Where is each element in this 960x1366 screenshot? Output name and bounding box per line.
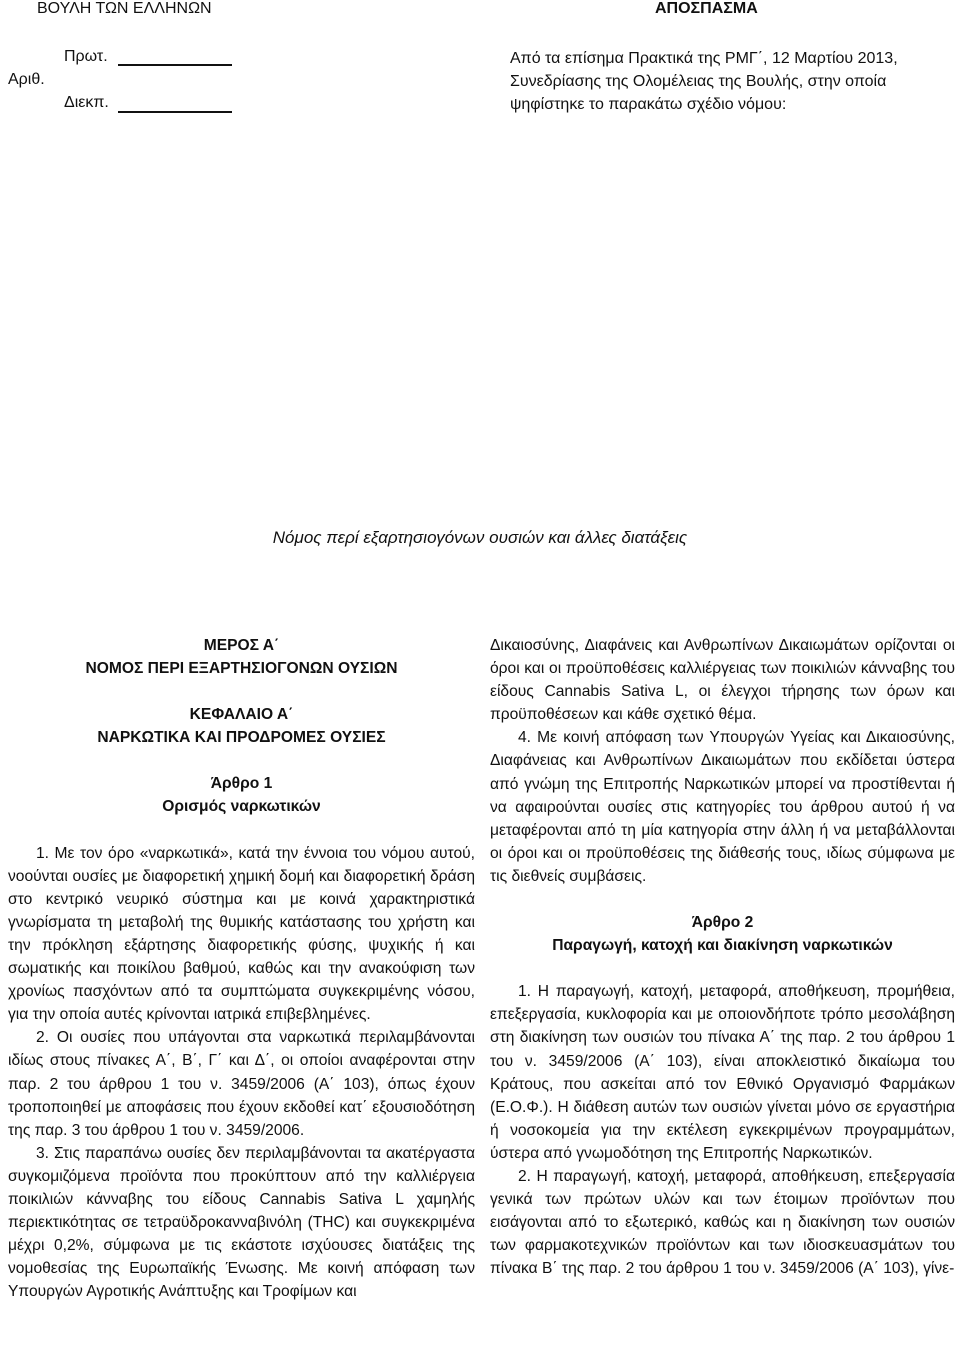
article-title: Ορισμός ναρκωτικών: [162, 798, 321, 816]
arith-label: Αριθ.: [8, 71, 45, 88]
paragraph: 1. Η παραγωγή, κατοχή, μεταφορά, αποθήκευση, προμήθεια, επεξεργασία, κυκλοφορία και με οποιονδήποτε τρόπο μεσολάβηση στη διακίνηση των ουσιών του πίνακα Α΄ της παρ. 2 του άρθρου 1 του ν. 3459/2006 (Α΄ 103), είναι αποκλειστικό δικαίωμα του Κράτους, που ασκείται από τον Εθνικό Οργανισμό Φαρμάκων (Ε.Ο.Φ.). Η διάθεση αυτών των ουσιών γίνεται μόνο σε εργαστήρια ή νοσοκομεία για την εκτέλεση εγκεκριμένων προγραμμάτων, ύστερα από γνωμοδότηση της Επιτροπής Ναρκωτικών.: [490, 983, 955, 1162]
paragraph: 3. Στις παραπάνω ουσίες δεν περιλαμβάνονται τα ακατέργαστα συγκομιζόμενα προϊόντα που προκύπτουν από την καλλιέργεια ποικιλιών κάνναβης του είδους Cannabis Sativa L χαμηλής περιεκτικότητας σε τετραϋδροκανναβινόλη (THC) και συγκεκριμένα μέχρι 0,2%, σύμφωνα με τις εκάστοτε ισχύουσες διατάξεις της νομοθεσίας της Ευρωπαϊκής Ένωσης. Με κοινή απόφαση των Υπουργών Αγροτικής Ανάπτυξης και Τροφίμων και: [8, 1144, 475, 1301]
paragraph: 2. Οι ουσίες που υπάγονται στα ναρκωτικά περιλαμβάνονται ιδίως στους πίνακες Α΄, Β΄, Γ΄ και Δ΄, οι οποίοι αναφέρονται στην παρ. 2 του άρθρου 1 του ν. 3459/2006 (Α΄ 103), όπως έχουν τροποποιηθεί με αποφάσεις που έχουν εκδοθεί κατ΄ εξουσιοδότηση της παρ. 3 του άρθρου 1 του ν. 3459/2006.: [8, 1029, 475, 1139]
left-column: [8, 634, 475, 1303]
article-heading: Άρθρο 1: [210, 775, 273, 793]
paragraph: Δικαιοσύνης, Διαφάνεις και Ανθρωπίνων Δικαιωμάτων ορίζονται οι όροι και οι προϋποθέσεις καλλιέργειας των ποικιλιών κάνναβης του είδους Cannabis Sativa L, οι έλεγχοι τήρησης των όρων και προϋποθέσεων και κάθε σχετικό θέμα.: [490, 637, 955, 724]
paragraph: 2. Η παραγωγή, κατοχή, μεταφορά, αποθήκευση, επεξεργασία γενικά των πρώτων υλών και των έτοιμων προϊόντων που εισάγονται από το εξωτερικό, καθώς και η διακίνηση των ουσιών των φαρμακοτεχνικών προϊόντων και των ιδιοσκευασμάτων του πίνακα Β΄ της παρ. 2 του άρθρου 1 του ν. 3459/2006 (Α΄ 103), γίνε-: [490, 1167, 955, 1278]
prot-label: Πρωτ.: [64, 48, 108, 65]
diekp-blank-line: [118, 111, 232, 113]
paragraph: 1. Με τον όρο «ναρκωτικά», κατά την έννοια του νόμου αυτού, νοούνται ουσίες με διαφορετική χημική δομή και διαφορετική δράση στο κεντρικό νευρικό σύστημα και με κοινά χαρακτηριστικά γνωρίσματα τη μεταβολή της θυμικής κατάστασης του χρήστη και την πρόκληση εξάρτησης διαφορετικής φύσης, ψυχικής ή και σωματικής και ποικίλου βαθμού, καθώς και την ανακούφιση των χρονίως πασχόντων από τα συμπτώματα συγκεκριμένης νόσου, για την οποία αυτές κρίνονται ιατρικά επιβεβλημένες.: [8, 844, 475, 1024]
intro-line: Από τα επίσημα Πρακτικά της ΡΜΓ΄, 12 Μαρτίου 2013,: [510, 50, 898, 67]
organization-name: ΒΟΥΛΗ ΤΩΝ ΕΛΛΗΝΩΝ: [37, 0, 212, 17]
right-column: [490, 634, 955, 1280]
diekp-label: Διεκπ.: [64, 94, 109, 111]
part-heading: ΜΕΡΟΣ Α΄: [203, 637, 280, 654]
paragraph: 4. Με κοινή απόφαση των Υπουργών Υγείας και Δικαιοσύνης, Διαφάνειας και Ανθρωπίνων Δικαιωμάτων που εκδίδεται ύστερα από γνώμη της Επιτροπής Ναρκωτικών μπορεί να προστίθενται ή να αφαιρούνται ουσίες στις κατηγορίες του άρθρου αυτού ή να μεταφέρονται από τη μία κατηγορία στην άλλη ή να μεταβάλλονται οι όροι και οι προϋποθέσεις της διάθεσής τους, ιδίως σύμφωνα με τις διεθνείς συμβάσεις.: [490, 729, 955, 885]
prot-blank-line: [118, 64, 232, 66]
chapter-title: ΝΑΡΚΩΤΙΚΑ ΚΑΙ ΠΡΟΔΡΟΜΕΣ ΟΥΣΙΕΣ: [97, 729, 386, 747]
part-title: ΝΟΜΟΣ ΠΕΡΙ ΕΞΑΡΤΗΣΙΟΓΟΝΩΝ ΟΥΣΙΩΝ: [85, 660, 398, 678]
intro-line: ψηφίστηκε το παρακάτω σχέδιο νόμου:: [510, 96, 787, 113]
law-title: Νόμος περί εξαρτησιογόνων ουσιών και άλλες διατάξεις: [272, 528, 688, 547]
document-type: ΑΠΟΣΠΑΣΜΑ: [655, 0, 758, 17]
intro-line: Συνεδρίασης της Ολομέλειας της Βουλής, στην οποία: [510, 73, 887, 90]
article-heading: Άρθρο 2: [691, 914, 754, 932]
article-title: Παραγωγή, κατοχή και διακίνηση ναρκωτικών: [552, 937, 893, 955]
intro-text: [510, 47, 955, 116]
chapter-heading: ΚΕΦΑΛΑΙΟ Α΄: [189, 706, 294, 724]
